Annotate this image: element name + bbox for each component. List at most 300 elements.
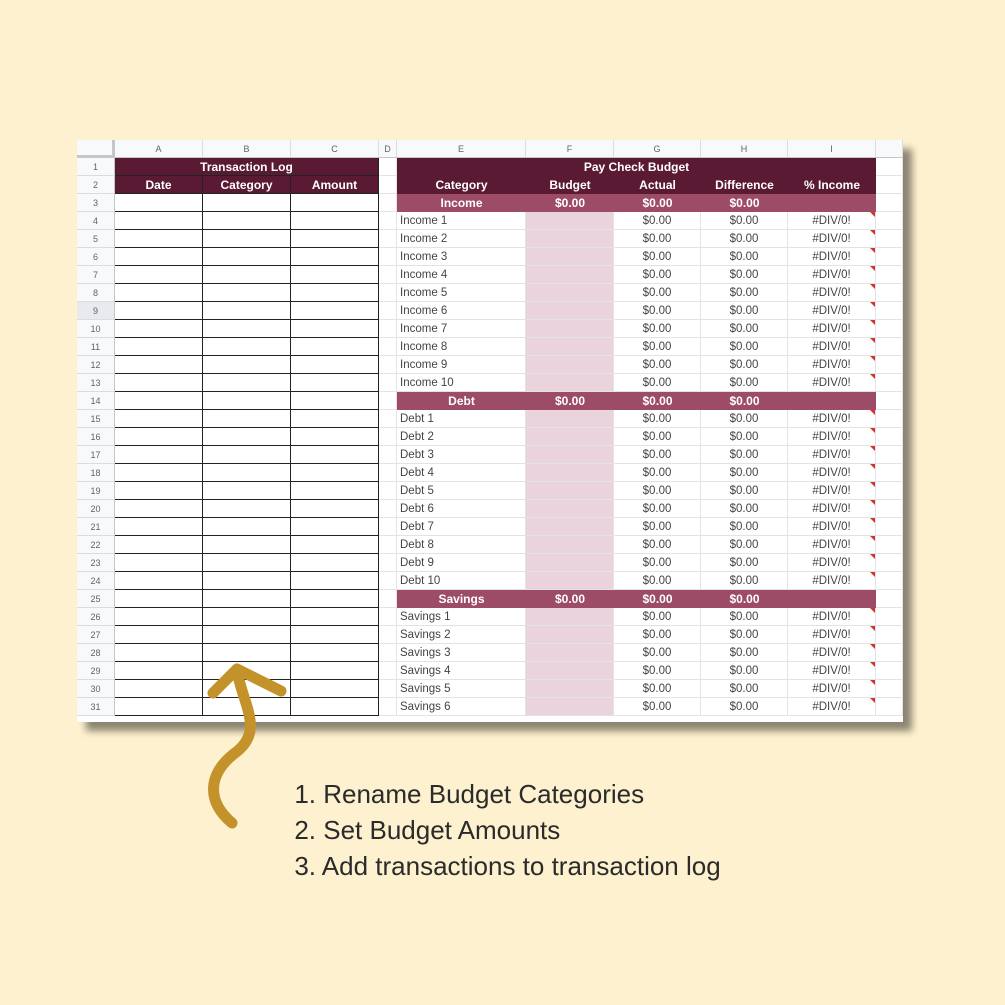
- transaction-cell[interactable]: [203, 428, 291, 446]
- actual-value[interactable]: $0.00: [614, 536, 701, 554]
- transaction-cell[interactable]: [291, 626, 379, 644]
- actual-value[interactable]: $0.00: [614, 356, 701, 374]
- difference-value[interactable]: $0.00: [701, 284, 788, 302]
- difference-value[interactable]: $0.00: [701, 374, 788, 392]
- budget-amount-cell[interactable]: [526, 698, 614, 716]
- transaction-cell[interactable]: [203, 572, 291, 590]
- row-header-24[interactable]: 24: [77, 572, 115, 590]
- actual-value[interactable]: $0.00: [614, 572, 701, 590]
- row-header-14[interactable]: 14: [77, 392, 115, 410]
- column-header-F[interactable]: F: [526, 140, 614, 158]
- spacer-cell[interactable]: [379, 374, 397, 392]
- transaction-cell[interactable]: [291, 248, 379, 266]
- category-label[interactable]: Debt 8: [397, 536, 526, 554]
- spacer-cell[interactable]: [379, 320, 397, 338]
- difference-value[interactable]: $0.00: [701, 698, 788, 716]
- pct-income-value[interactable]: #DIV/0!: [788, 374, 876, 392]
- transaction-cell[interactable]: [115, 626, 203, 644]
- category-label[interactable]: Savings 4: [397, 662, 526, 680]
- category-label[interactable]: Debt 1: [397, 410, 526, 428]
- transaction-cell[interactable]: [291, 410, 379, 428]
- pct-income-value[interactable]: #DIV/0!: [788, 662, 876, 680]
- select-all-corner[interactable]: [77, 140, 115, 158]
- category-label[interactable]: Debt 3: [397, 446, 526, 464]
- transaction-cell[interactable]: [115, 518, 203, 536]
- pct-income-value[interactable]: #DIV/0!: [788, 536, 876, 554]
- transaction-cell[interactable]: [203, 464, 291, 482]
- transaction-cell[interactable]: [203, 392, 291, 410]
- budget-amount-cell[interactable]: [526, 248, 614, 266]
- pct-income-value[interactable]: #DIV/0!: [788, 248, 876, 266]
- transaction-cell[interactable]: [203, 284, 291, 302]
- transaction-cell[interactable]: [291, 464, 379, 482]
- transaction-cell[interactable]: [203, 518, 291, 536]
- spacer-cell[interactable]: [379, 572, 397, 590]
- difference-value[interactable]: $0.00: [701, 518, 788, 536]
- category-label[interactable]: Income 7: [397, 320, 526, 338]
- spacer-cell[interactable]: [379, 212, 397, 230]
- row-header-29[interactable]: 29: [77, 662, 115, 680]
- category-label[interactable]: Income 1: [397, 212, 526, 230]
- actual-value[interactable]: $0.00: [614, 680, 701, 698]
- difference-value[interactable]: $0.00: [701, 410, 788, 428]
- row-header-10[interactable]: 10: [77, 320, 115, 338]
- spacer-cell[interactable]: [379, 194, 397, 212]
- spacer-cell[interactable]: [379, 302, 397, 320]
- actual-value[interactable]: $0.00: [614, 338, 701, 356]
- budget-amount-cell[interactable]: [526, 518, 614, 536]
- transaction-cell[interactable]: [115, 482, 203, 500]
- budget-amount-cell[interactable]: [526, 374, 614, 392]
- difference-value[interactable]: $0.00: [701, 230, 788, 248]
- transaction-cell[interactable]: [115, 698, 203, 716]
- budget-amount-cell[interactable]: [526, 662, 614, 680]
- actual-value[interactable]: $0.00: [614, 482, 701, 500]
- comment-flag-icon: [870, 284, 875, 289]
- actual-value[interactable]: $0.00: [614, 500, 701, 518]
- row-header-21[interactable]: 21: [77, 518, 115, 536]
- actual-value[interactable]: $0.00: [614, 284, 701, 302]
- pct-income-value[interactable]: #DIV/0!: [788, 338, 876, 356]
- column-header-D[interactable]: D: [379, 140, 397, 158]
- row-header-9[interactable]: 9: [77, 302, 115, 320]
- spacer-cell[interactable]: [379, 464, 397, 482]
- transaction-cell[interactable]: [203, 302, 291, 320]
- actual-value[interactable]: $0.00: [614, 248, 701, 266]
- difference-value[interactable]: $0.00: [701, 626, 788, 644]
- section-total: $0.00: [614, 590, 701, 608]
- comment-flag-icon: [870, 626, 875, 631]
- pct-income-value[interactable]: #DIV/0!: [788, 266, 876, 284]
- pct-income-value[interactable]: #DIV/0!: [788, 446, 876, 464]
- row-header-20[interactable]: 20: [77, 500, 115, 518]
- transaction-cell[interactable]: [291, 500, 379, 518]
- row-header-13[interactable]: 13: [77, 374, 115, 392]
- column-header-C[interactable]: C: [291, 140, 379, 158]
- pct-income-value[interactable]: #DIV/0!: [788, 626, 876, 644]
- transaction-cell[interactable]: [115, 572, 203, 590]
- row-header-31[interactable]: 31: [77, 698, 115, 716]
- actual-value[interactable]: $0.00: [614, 230, 701, 248]
- transaction-cell[interactable]: [115, 410, 203, 428]
- spacer-cell[interactable]: [379, 644, 397, 662]
- budget-amount-cell[interactable]: [526, 302, 614, 320]
- transaction-cell[interactable]: [115, 608, 203, 626]
- transaction-cell[interactable]: [115, 320, 203, 338]
- transaction-cell[interactable]: [115, 248, 203, 266]
- spacer-cell[interactable]: [379, 446, 397, 464]
- category-label[interactable]: Debt 6: [397, 500, 526, 518]
- transaction-cell[interactable]: [291, 554, 379, 572]
- actual-value[interactable]: $0.00: [614, 464, 701, 482]
- difference-value[interactable]: $0.00: [701, 266, 788, 284]
- pct-income-value[interactable]: #DIV/0!: [788, 356, 876, 374]
- transaction-cell[interactable]: [115, 194, 203, 212]
- transaction-cell[interactable]: [203, 446, 291, 464]
- difference-value[interactable]: $0.00: [701, 428, 788, 446]
- difference-value[interactable]: $0.00: [701, 446, 788, 464]
- actual-value[interactable]: $0.00: [614, 374, 701, 392]
- transaction-cell[interactable]: [115, 266, 203, 284]
- column-header-E[interactable]: E: [397, 140, 526, 158]
- transaction-cell[interactable]: [115, 392, 203, 410]
- difference-value[interactable]: $0.00: [701, 572, 788, 590]
- transaction-cell[interactable]: [203, 338, 291, 356]
- category-label[interactable]: Income 8: [397, 338, 526, 356]
- pct-income-value[interactable]: #DIV/0!: [788, 500, 876, 518]
- spacer-cell[interactable]: [379, 518, 397, 536]
- row-header-23[interactable]: 23: [77, 554, 115, 572]
- category-label[interactable]: Debt 2: [397, 428, 526, 446]
- spacer-cell[interactable]: [379, 680, 397, 698]
- transaction-cell[interactable]: [203, 482, 291, 500]
- pct-income-value[interactable]: #DIV/0!: [788, 410, 876, 428]
- section-total: $0.00: [526, 392, 614, 410]
- actual-value[interactable]: $0.00: [614, 608, 701, 626]
- transaction-cell[interactable]: [115, 590, 203, 608]
- pct-income-value[interactable]: #DIV/0!: [788, 554, 876, 572]
- transaction-cell[interactable]: [203, 590, 291, 608]
- pct-income-value[interactable]: #DIV/0!: [788, 320, 876, 338]
- transaction-header-date: Date: [115, 176, 203, 194]
- transaction-cell[interactable]: [291, 194, 379, 212]
- category-label[interactable]: Debt 4: [397, 464, 526, 482]
- transaction-cell[interactable]: [115, 662, 203, 680]
- spacer-cell[interactable]: [379, 554, 397, 572]
- difference-value[interactable]: $0.00: [701, 248, 788, 266]
- spacer-cell[interactable]: [379, 428, 397, 446]
- row-header-7[interactable]: 7: [77, 266, 115, 284]
- transaction-cell[interactable]: [203, 554, 291, 572]
- row-header-12[interactable]: 12: [77, 356, 115, 374]
- transaction-cell[interactable]: [203, 266, 291, 284]
- pct-income-value[interactable]: #DIV/0!: [788, 698, 876, 716]
- transaction-cell[interactable]: [115, 338, 203, 356]
- comment-flag-icon: [870, 662, 875, 667]
- transaction-cell[interactable]: [115, 446, 203, 464]
- category-label[interactable]: Savings 6: [397, 698, 526, 716]
- transaction-cell[interactable]: [291, 662, 379, 680]
- pct-income-value[interactable]: #DIV/0!: [788, 464, 876, 482]
- budget-amount-cell[interactable]: [526, 230, 614, 248]
- transaction-cell[interactable]: [115, 374, 203, 392]
- category-label[interactable]: Savings 3: [397, 644, 526, 662]
- actual-value[interactable]: $0.00: [614, 518, 701, 536]
- transaction-cell[interactable]: [291, 428, 379, 446]
- budget-amount-cell[interactable]: [526, 500, 614, 518]
- transaction-cell[interactable]: [115, 212, 203, 230]
- budget-amount-cell[interactable]: [526, 536, 614, 554]
- transaction-cell[interactable]: [291, 338, 379, 356]
- budget-amount-cell[interactable]: [526, 338, 614, 356]
- row-header-6[interactable]: 6: [77, 248, 115, 266]
- row-header-16[interactable]: 16: [77, 428, 115, 446]
- transaction-cell[interactable]: [115, 284, 203, 302]
- row-header-11[interactable]: 11: [77, 338, 115, 356]
- spacer-cell[interactable]: [379, 248, 397, 266]
- column-header-G[interactable]: G: [614, 140, 701, 158]
- transaction-cell[interactable]: [203, 374, 291, 392]
- transaction-cell[interactable]: [115, 428, 203, 446]
- budget-amount-cell[interactable]: [526, 410, 614, 428]
- row-header-8[interactable]: 8: [77, 284, 115, 302]
- spacer-cell[interactable]: [379, 410, 397, 428]
- transaction-cell[interactable]: [115, 302, 203, 320]
- actual-value[interactable]: $0.00: [614, 554, 701, 572]
- category-label[interactable]: Income 4: [397, 266, 526, 284]
- pct-income-value[interactable]: #DIV/0!: [788, 572, 876, 590]
- pct-income-value[interactable]: #DIV/0!: [788, 680, 876, 698]
- row-header-26[interactable]: 26: [77, 608, 115, 626]
- difference-value[interactable]: $0.00: [701, 212, 788, 230]
- category-label[interactable]: Income 6: [397, 302, 526, 320]
- transaction-cell[interactable]: [203, 356, 291, 374]
- budget-amount-cell[interactable]: [526, 320, 614, 338]
- difference-value[interactable]: $0.00: [701, 464, 788, 482]
- spacer-cell[interactable]: [379, 662, 397, 680]
- column-header-A[interactable]: A: [115, 140, 203, 158]
- trailing-cell: [876, 320, 903, 338]
- pct-income-value[interactable]: #DIV/0!: [788, 428, 876, 446]
- category-label[interactable]: Debt 7: [397, 518, 526, 536]
- category-label[interactable]: Income 10: [397, 374, 526, 392]
- pct-income-value[interactable]: #DIV/0!: [788, 608, 876, 626]
- actual-value[interactable]: $0.00: [614, 212, 701, 230]
- row-header-1[interactable]: 1: [77, 158, 115, 176]
- category-label[interactable]: Savings 1: [397, 608, 526, 626]
- pct-income-value[interactable]: #DIV/0!: [788, 482, 876, 500]
- transaction-cell[interactable]: [291, 266, 379, 284]
- category-label[interactable]: Savings 5: [397, 680, 526, 698]
- budget-amount-cell[interactable]: [526, 446, 614, 464]
- row-header-17[interactable]: 17: [77, 446, 115, 464]
- difference-value[interactable]: $0.00: [701, 320, 788, 338]
- budget-amount-cell[interactable]: [526, 680, 614, 698]
- transaction-cell[interactable]: [115, 230, 203, 248]
- column-header-B[interactable]: B: [203, 140, 291, 158]
- transaction-cell[interactable]: [291, 536, 379, 554]
- category-label[interactable]: Income 3: [397, 248, 526, 266]
- actual-value[interactable]: $0.00: [614, 266, 701, 284]
- difference-value[interactable]: $0.00: [701, 554, 788, 572]
- actual-value[interactable]: $0.00: [614, 410, 701, 428]
- budget-amount-cell[interactable]: [526, 212, 614, 230]
- row-header-25[interactable]: 25: [77, 590, 115, 608]
- trailing-cell: [876, 464, 903, 482]
- difference-value[interactable]: $0.00: [701, 500, 788, 518]
- transaction-cell[interactable]: [115, 554, 203, 572]
- spacer-cell[interactable]: [379, 284, 397, 302]
- spacer-cell[interactable]: [379, 356, 397, 374]
- transaction-cell[interactable]: [291, 212, 379, 230]
- transaction-cell[interactable]: [115, 356, 203, 374]
- spacer-cell[interactable]: [379, 500, 397, 518]
- spacer-cell[interactable]: [379, 626, 397, 644]
- transaction-cell[interactable]: [291, 572, 379, 590]
- transaction-cell[interactable]: [203, 230, 291, 248]
- row-header-15[interactable]: 15: [77, 410, 115, 428]
- spacer-cell[interactable]: [379, 608, 397, 626]
- pct-income-value[interactable]: #DIV/0!: [788, 212, 876, 230]
- transaction-cell[interactable]: [203, 320, 291, 338]
- actual-value[interactable]: $0.00: [614, 320, 701, 338]
- budget-amount-cell[interactable]: [526, 482, 614, 500]
- transaction-cell[interactable]: [291, 518, 379, 536]
- spacer-cell[interactable]: [379, 698, 397, 716]
- section-total-pct: [788, 194, 876, 212]
- transaction-cell[interactable]: [115, 464, 203, 482]
- spacer-cell[interactable]: [379, 482, 397, 500]
- row-header-30[interactable]: 30: [77, 680, 115, 698]
- transaction-cell[interactable]: [291, 590, 379, 608]
- spacer-cell[interactable]: [379, 392, 397, 410]
- row-header-19[interactable]: 19: [77, 482, 115, 500]
- column-header-H[interactable]: H: [701, 140, 788, 158]
- budget-amount-cell[interactable]: [526, 428, 614, 446]
- difference-value[interactable]: $0.00: [701, 356, 788, 374]
- actual-value[interactable]: $0.00: [614, 302, 701, 320]
- row-header-18[interactable]: 18: [77, 464, 115, 482]
- transaction-cell[interactable]: [291, 698, 379, 716]
- row-header-3[interactable]: 3: [77, 194, 115, 212]
- budget-amount-cell[interactable]: [526, 626, 614, 644]
- budget-amount-cell[interactable]: [526, 644, 614, 662]
- difference-value[interactable]: $0.00: [701, 680, 788, 698]
- difference-value[interactable]: $0.00: [701, 338, 788, 356]
- transaction-cell[interactable]: [203, 626, 291, 644]
- transaction-cell[interactable]: [203, 212, 291, 230]
- pct-income-value[interactable]: #DIV/0!: [788, 284, 876, 302]
- difference-value[interactable]: $0.00: [701, 536, 788, 554]
- row-header-28[interactable]: 28: [77, 644, 115, 662]
- transaction-cell[interactable]: [203, 536, 291, 554]
- spacer-cell[interactable]: [379, 338, 397, 356]
- transaction-cell[interactable]: [203, 194, 291, 212]
- transaction-cell[interactable]: [203, 410, 291, 428]
- difference-value[interactable]: $0.00: [701, 482, 788, 500]
- transaction-cell[interactable]: [203, 608, 291, 626]
- transaction-cell[interactable]: [291, 608, 379, 626]
- row-header-2[interactable]: 2: [77, 176, 115, 194]
- spacer-cell[interactable]: [379, 176, 397, 194]
- transaction-cell[interactable]: [291, 446, 379, 464]
- column-header-I[interactable]: I: [788, 140, 876, 158]
- budget-header--income: % Income: [788, 176, 876, 194]
- transaction-cell[interactable]: [115, 680, 203, 698]
- pct-income-value[interactable]: #DIV/0!: [788, 518, 876, 536]
- row-header-27[interactable]: 27: [77, 626, 115, 644]
- transaction-cell[interactable]: [291, 392, 379, 410]
- category-label[interactable]: Debt 10: [397, 572, 526, 590]
- row-header-5[interactable]: 5: [77, 230, 115, 248]
- category-label[interactable]: Savings 2: [397, 626, 526, 644]
- spacer-cell[interactable]: [379, 590, 397, 608]
- transaction-cell[interactable]: [291, 284, 379, 302]
- transaction-cell[interactable]: [291, 644, 379, 662]
- transaction-cell[interactable]: [291, 482, 379, 500]
- transaction-cell[interactable]: [203, 248, 291, 266]
- comment-flag-icon: [870, 446, 875, 451]
- transaction-cell[interactable]: [291, 680, 379, 698]
- row-header-4[interactable]: 4: [77, 212, 115, 230]
- transaction-cell[interactable]: [291, 356, 379, 374]
- actual-value[interactable]: $0.00: [614, 626, 701, 644]
- actual-value[interactable]: $0.00: [614, 662, 701, 680]
- difference-value[interactable]: $0.00: [701, 662, 788, 680]
- transaction-cell[interactable]: [291, 230, 379, 248]
- pct-income-value[interactable]: #DIV/0!: [788, 644, 876, 662]
- spacer-cell[interactable]: [379, 266, 397, 284]
- difference-value[interactable]: $0.00: [701, 608, 788, 626]
- budget-amount-cell[interactable]: [526, 554, 614, 572]
- section-total: $0.00: [526, 194, 614, 212]
- pct-income-value[interactable]: #DIV/0!: [788, 302, 876, 320]
- difference-value[interactable]: $0.00: [701, 644, 788, 662]
- transaction-cell[interactable]: [291, 302, 379, 320]
- transaction-cell[interactable]: [291, 320, 379, 338]
- actual-value[interactable]: $0.00: [614, 698, 701, 716]
- spacer-cell[interactable]: [379, 158, 397, 176]
- actual-value[interactable]: $0.00: [614, 644, 701, 662]
- row-header-22[interactable]: 22: [77, 536, 115, 554]
- category-label[interactable]: Income 5: [397, 284, 526, 302]
- budget-amount-cell[interactable]: [526, 356, 614, 374]
- section-total: $0.00: [701, 392, 788, 410]
- transaction-cell[interactable]: [291, 374, 379, 392]
- category-label[interactable]: Debt 9: [397, 554, 526, 572]
- category-label[interactable]: Income 2: [397, 230, 526, 248]
- pct-income-value[interactable]: #DIV/0!: [788, 230, 876, 248]
- budget-amount-cell[interactable]: [526, 608, 614, 626]
- actual-value[interactable]: $0.00: [614, 446, 701, 464]
- transaction-cell[interactable]: [115, 644, 203, 662]
- spacer-cell[interactable]: [379, 536, 397, 554]
- category-label[interactable]: Debt 5: [397, 482, 526, 500]
- budget-amount-cell[interactable]: [526, 464, 614, 482]
- budget-amount-cell[interactable]: [526, 284, 614, 302]
- budget-amount-cell[interactable]: [526, 266, 614, 284]
- transaction-cell[interactable]: [115, 500, 203, 518]
- comment-flag-icon: [870, 320, 875, 325]
- difference-value[interactable]: $0.00: [701, 302, 788, 320]
- budget-amount-cell[interactable]: [526, 572, 614, 590]
- transaction-cell[interactable]: [203, 500, 291, 518]
- actual-value[interactable]: $0.00: [614, 428, 701, 446]
- category-label[interactable]: Income 9: [397, 356, 526, 374]
- budget-title: Pay Check Budget: [397, 158, 876, 176]
- transaction-cell[interactable]: [115, 536, 203, 554]
- spacer-cell[interactable]: [379, 230, 397, 248]
